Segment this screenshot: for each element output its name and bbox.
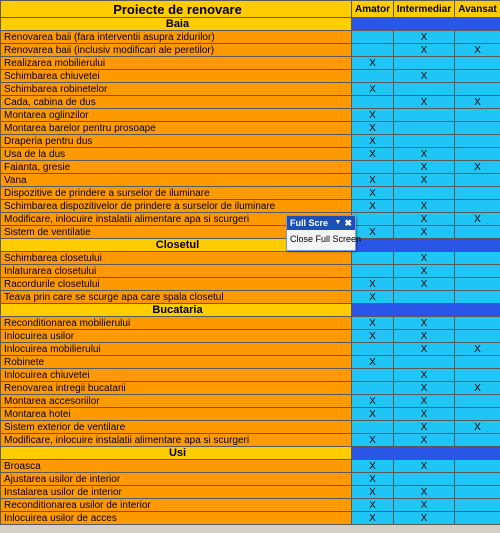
table-row (1, 57, 500, 70)
level-cell (352, 44, 394, 57)
level-cell (455, 486, 500, 499)
level-cell (455, 83, 500, 96)
table-row (1, 395, 500, 408)
project-name: Modificare, inlocuire instalatii alimentare apa si scurgeri (1, 213, 352, 226)
table-row (1, 421, 500, 434)
section-row (1, 304, 500, 317)
section-title: Usi (1, 447, 352, 460)
level-cell (352, 369, 394, 382)
level-header-avansat: Avansat (455, 1, 500, 18)
level-cell (394, 291, 455, 304)
level-cell: X (352, 83, 394, 96)
table-row (1, 122, 500, 135)
level-cell: X (352, 330, 394, 343)
table-row (1, 382, 500, 395)
project-name: Realizarea mobilierului (1, 57, 352, 70)
table-row (1, 356, 500, 369)
level-cell: X (352, 395, 394, 408)
level-cell (455, 395, 500, 408)
level-cell (352, 96, 394, 109)
level-cell (455, 356, 500, 369)
table-row (1, 317, 500, 330)
project-name: Reconditionarea mobilierului (1, 317, 352, 330)
table-row (1, 213, 500, 226)
table-row (1, 486, 500, 499)
level-cell: X (352, 317, 394, 330)
level-cell: X (352, 512, 394, 525)
level-cell: X (394, 460, 455, 473)
level-cell: X (455, 96, 500, 109)
level-cell (455, 291, 500, 304)
project-name: Schimbarea chiuvetei (1, 70, 352, 83)
level-cell: X (352, 460, 394, 473)
level-cell: X (394, 434, 455, 447)
project-name: Usa de la dus (1, 148, 352, 161)
table-row (1, 31, 500, 44)
level-cell: X (352, 278, 394, 291)
level-cell (352, 70, 394, 83)
table-row (1, 408, 500, 421)
level-cell (455, 57, 500, 70)
level-cell: X (455, 343, 500, 356)
project-name: Sistem de ventilatie (1, 226, 352, 239)
level-cell (352, 213, 394, 226)
project-name: Vana (1, 174, 352, 187)
table-row (1, 161, 500, 174)
level-cell: X (394, 265, 455, 278)
table-row (1, 226, 500, 239)
level-cell: X (394, 213, 455, 226)
level-cell (455, 122, 500, 135)
header-row (1, 1, 500, 18)
level-cell: X (352, 291, 394, 304)
table-row (1, 265, 500, 278)
project-name: Cada, cabina de dus (1, 96, 352, 109)
project-name: Modificare, inlocuire instalatii alimentare apa si scurgeri (1, 434, 352, 447)
table-row (1, 278, 500, 291)
project-name: Robinete (1, 356, 352, 369)
level-cell: X (455, 213, 500, 226)
level-cell: X (352, 148, 394, 161)
table-row (1, 187, 500, 200)
project-name: Inlocuirea usilor (1, 330, 352, 343)
level-cell: X (394, 369, 455, 382)
project-name: Dispozitive de prindere a surselor de iluminare (1, 187, 352, 200)
project-name: Schimbarea closetului (1, 252, 352, 265)
level-cell (394, 109, 455, 122)
level-cell: X (352, 356, 394, 369)
level-cell: X (455, 44, 500, 57)
level-cell: X (394, 330, 455, 343)
level-cell (352, 161, 394, 174)
table-row (1, 83, 500, 96)
level-cell (455, 226, 500, 239)
level-cell: X (394, 44, 455, 57)
project-name: Faianta, gresie (1, 161, 352, 174)
project-name: Montarea barelor pentru prosoape (1, 122, 352, 135)
project-name: Inlocuirea mobilierului (1, 343, 352, 356)
level-cell: X (394, 148, 455, 161)
table-row (1, 434, 500, 447)
section-row (1, 447, 500, 460)
level-cell (455, 148, 500, 161)
level-cell: X (394, 31, 455, 44)
table-row (1, 460, 500, 473)
table-title: Proiecte de renovare (1, 1, 352, 18)
level-cell (394, 57, 455, 70)
table-row (1, 499, 500, 512)
level-cell: X (352, 174, 394, 187)
level-cell: X (394, 382, 455, 395)
level-cell (455, 200, 500, 213)
level-cell: X (352, 57, 394, 70)
section-band (352, 304, 500, 317)
table-row (1, 44, 500, 57)
table-row (1, 343, 500, 356)
level-cell (455, 135, 500, 148)
level-cell: X (394, 278, 455, 291)
section-title: Closetul (1, 239, 352, 252)
project-name: Broasca (1, 460, 352, 473)
level-cell (394, 83, 455, 96)
level-cell (455, 330, 500, 343)
level-cell (455, 265, 500, 278)
section-band (352, 447, 500, 460)
level-cell (352, 421, 394, 434)
level-cell (455, 408, 500, 421)
level-cell: X (352, 226, 394, 239)
level-cell: X (394, 161, 455, 174)
level-cell: X (352, 187, 394, 200)
project-name: Inlocuirea chiuvetei (1, 369, 352, 382)
project-name: Montarea accesoriilor (1, 395, 352, 408)
level-cell (455, 31, 500, 44)
level-cell (455, 317, 500, 330)
level-cell: X (455, 382, 500, 395)
level-cell (455, 369, 500, 382)
level-cell: X (394, 486, 455, 499)
level-cell: X (394, 317, 455, 330)
project-name: Instalarea usilor de interior (1, 486, 352, 499)
close-icon[interactable]: ✖ (344, 218, 352, 228)
project-name: Draperia pentru dus (1, 135, 352, 148)
level-cell: X (352, 122, 394, 135)
level-cell (394, 473, 455, 486)
level-cell: X (394, 174, 455, 187)
table-row (1, 70, 500, 83)
project-name: Reconditionarea usilor de interior (1, 499, 352, 512)
level-cell: X (394, 226, 455, 239)
level-header-intermediar: Intermediar (394, 1, 455, 18)
project-name: Ajustarea usilor de interior (1, 473, 352, 486)
level-cell (455, 187, 500, 200)
level-cell: X (394, 408, 455, 421)
level-cell (455, 499, 500, 512)
level-cell (455, 174, 500, 187)
level-cell (352, 382, 394, 395)
level-cell (455, 512, 500, 525)
table-row (1, 369, 500, 382)
level-cell (394, 187, 455, 200)
level-header-amator: Amator (352, 1, 394, 18)
level-cell: X (352, 109, 394, 122)
level-cell: X (394, 421, 455, 434)
level-cell: X (394, 395, 455, 408)
project-name: Renovarea baii (fara interventii asupra zidurilor) (1, 31, 352, 44)
table-row (1, 473, 500, 486)
toolbar-title: Full Scre (290, 218, 329, 228)
table-row (1, 148, 500, 161)
level-cell: X (352, 408, 394, 421)
level-cell: X (455, 161, 500, 174)
project-name: Schimbarea robinetelor (1, 83, 352, 96)
level-cell: X (352, 486, 394, 499)
table-row (1, 512, 500, 525)
table-row (1, 174, 500, 187)
level-cell: X (394, 512, 455, 525)
table-row (1, 252, 500, 265)
level-cell (352, 343, 394, 356)
table-row (1, 291, 500, 304)
project-name: Racordurile closetului (1, 278, 352, 291)
level-cell (394, 122, 455, 135)
level-cell: X (352, 434, 394, 447)
project-name: Schimbarea dispozitivelor de prindere a surselor de iluminare (1, 200, 352, 213)
level-cell: X (352, 473, 394, 486)
project-name: Inlocuirea usilor de acces (1, 512, 352, 525)
section-band (352, 18, 500, 31)
level-cell (455, 109, 500, 122)
section-title: Baia (1, 18, 352, 31)
level-cell (455, 70, 500, 83)
level-cell: X (394, 200, 455, 213)
level-cell (455, 252, 500, 265)
level-cell: X (394, 70, 455, 83)
level-cell (394, 356, 455, 369)
section-band (352, 239, 500, 252)
level-cell (352, 31, 394, 44)
level-cell (455, 434, 500, 447)
table-row (1, 330, 500, 343)
project-name: Montarea oglinzilor (1, 109, 352, 122)
level-cell: X (394, 499, 455, 512)
level-cell (455, 278, 500, 291)
level-cell (352, 265, 394, 278)
level-cell: X (352, 200, 394, 213)
level-cell: X (394, 343, 455, 356)
full-screen-toolbar[interactable] (286, 215, 362, 251)
section-title: Bucataria (1, 304, 352, 317)
level-cell (394, 135, 455, 148)
level-cell: X (352, 135, 394, 148)
close-full-screen-button[interactable]: Close Full Screen (290, 234, 362, 244)
level-cell: X (394, 96, 455, 109)
level-cell (352, 252, 394, 265)
table-row (1, 135, 500, 148)
level-cell: X (352, 499, 394, 512)
triangle-down-icon[interactable]: ▼ (334, 219, 342, 226)
project-name: Inlaturarea closetului (1, 265, 352, 278)
level-cell: X (455, 421, 500, 434)
project-name: Montarea hotei (1, 408, 352, 421)
table-row (1, 96, 500, 109)
level-cell (455, 460, 500, 473)
project-name: Sistem exterior de ventilare (1, 421, 352, 434)
project-name: Renovarea intregii bucatarii (1, 382, 352, 395)
table-row (1, 200, 500, 213)
level-cell: X (394, 252, 455, 265)
toolbar-titlebar[interactable] (287, 216, 355, 230)
project-name: Teava prin care se scurge apa care spala closetul (1, 291, 352, 304)
level-cell (455, 473, 500, 486)
section-row (1, 18, 500, 31)
project-name: Renovarea baii (inclusiv modificari ale peretilor) (1, 44, 352, 57)
table-row (1, 109, 500, 122)
section-row (1, 239, 500, 252)
